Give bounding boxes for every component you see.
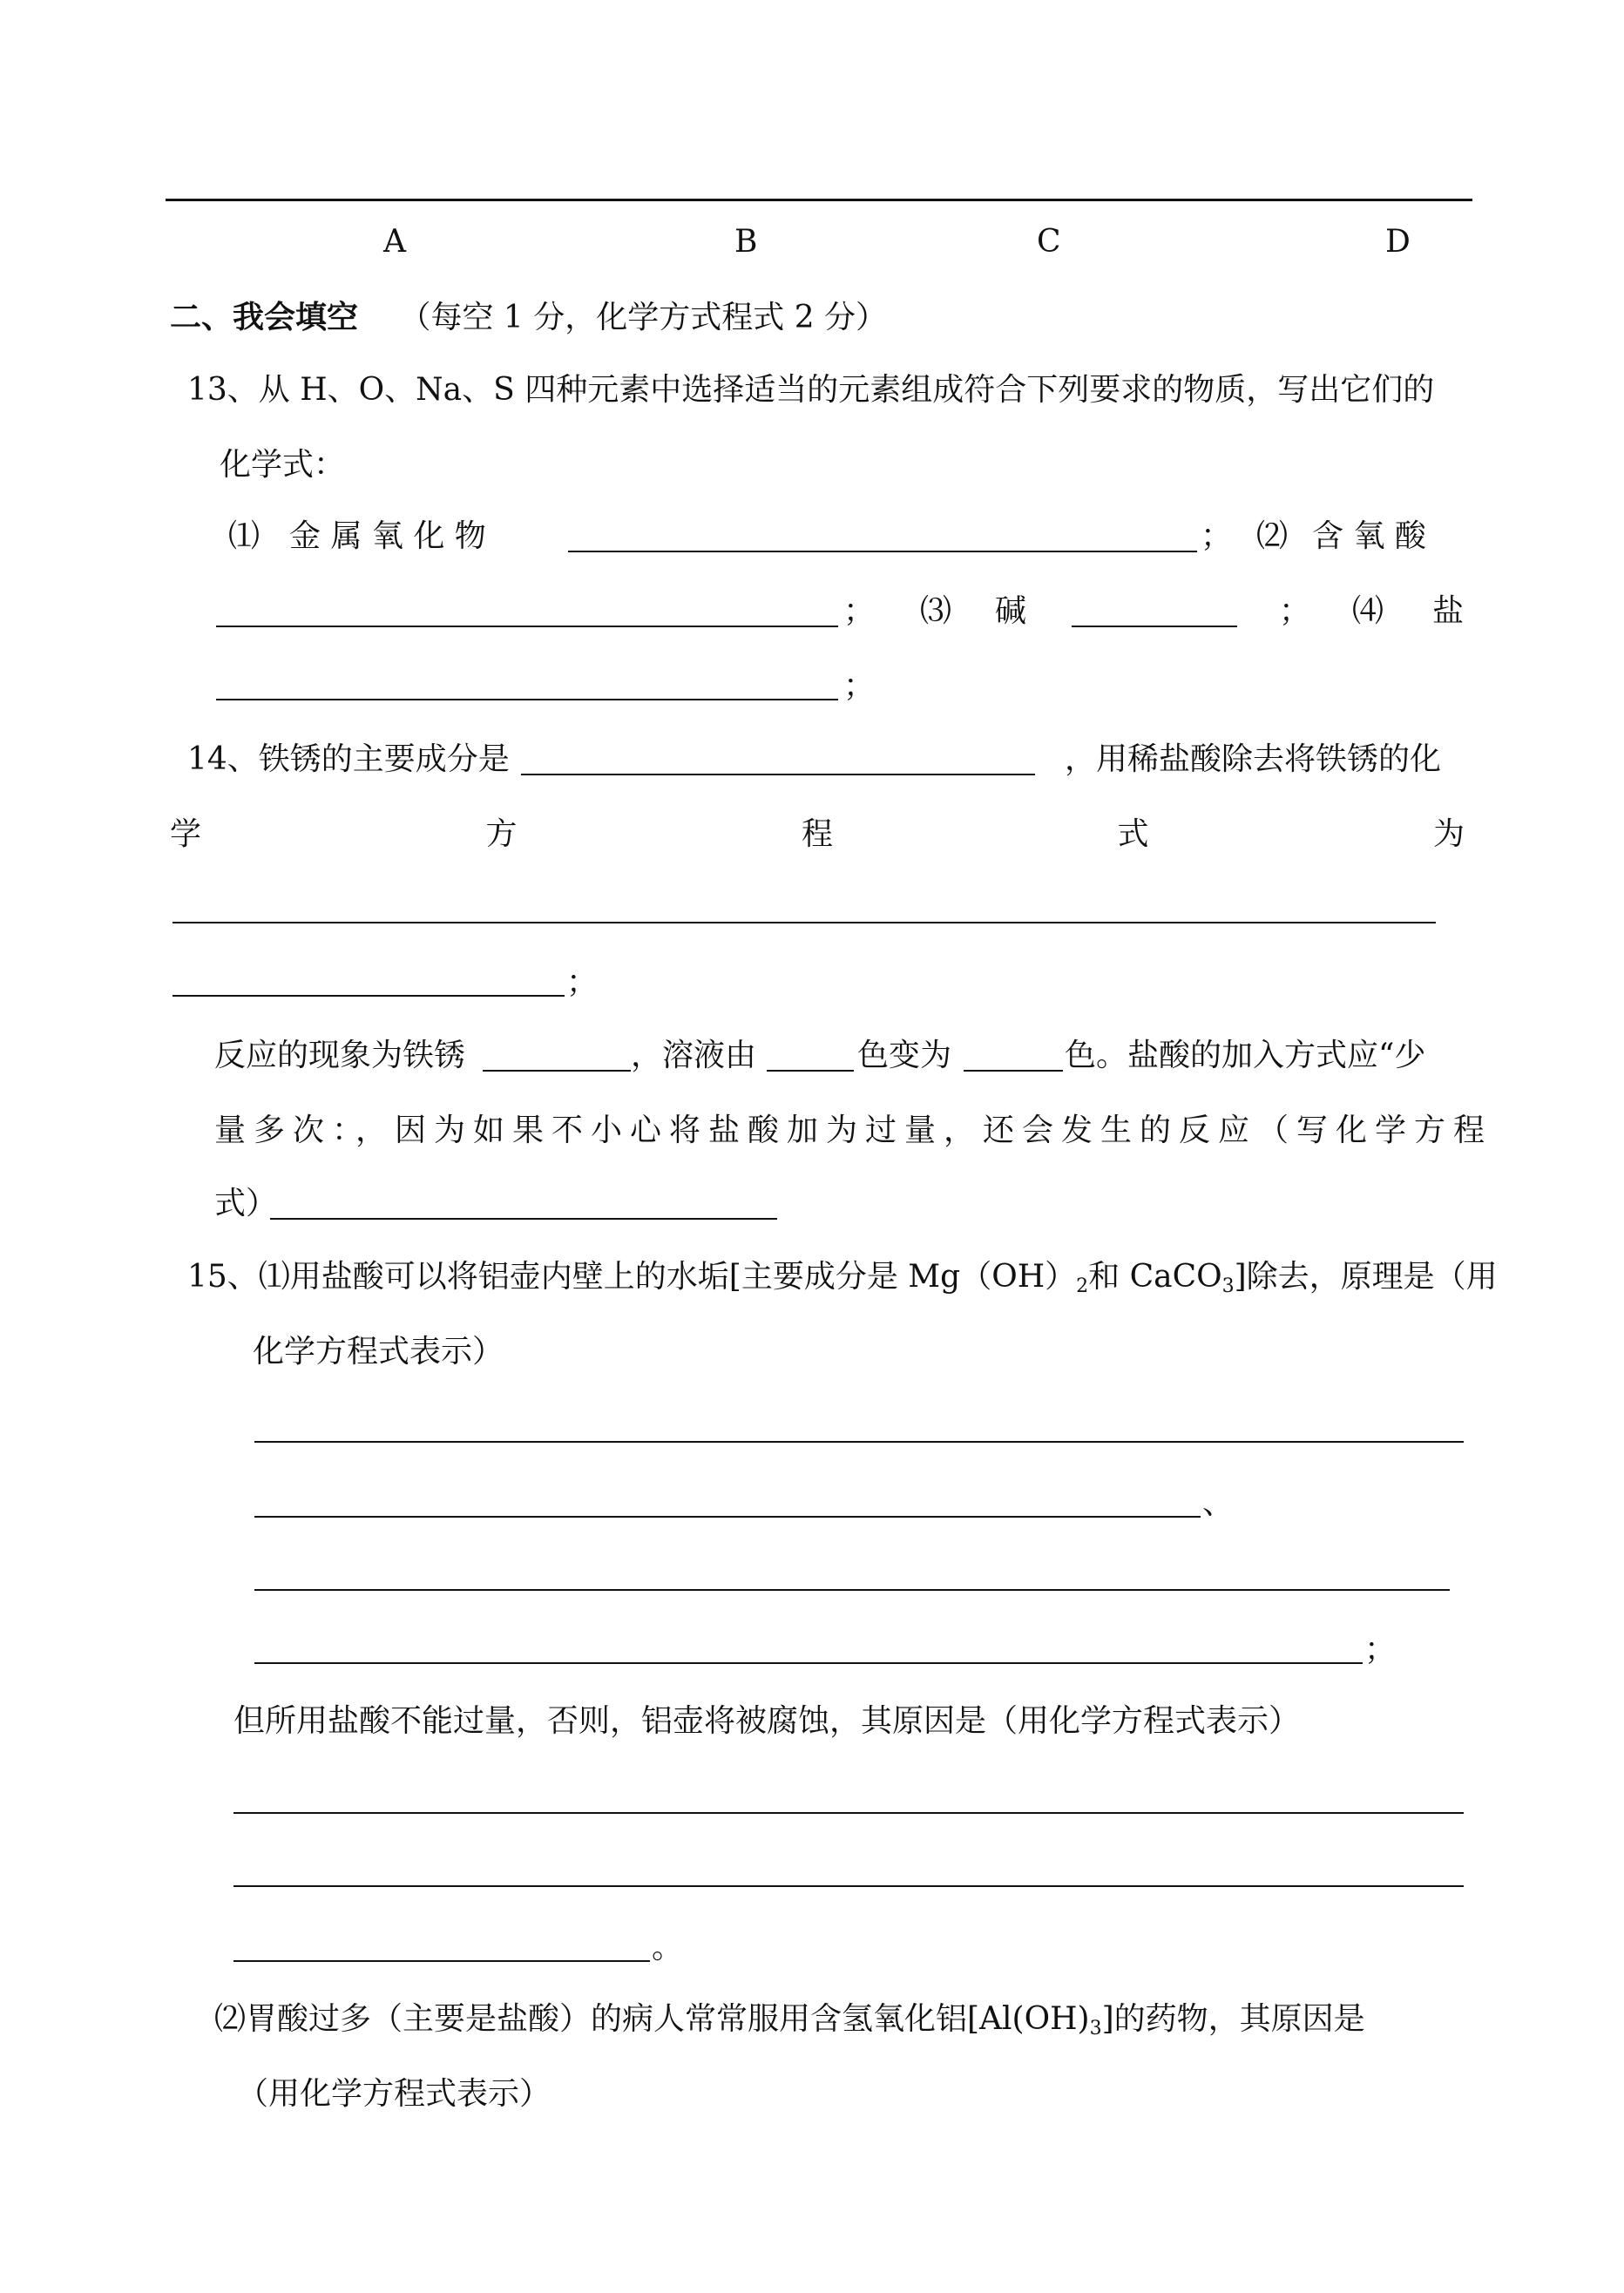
q14-spread-line <box>170 815 1465 854</box>
q15-equation-blank-1[interactable] <box>254 1441 1464 1443</box>
q13-item4-semicolon: ； <box>843 668 876 704</box>
q15-part2-stem-b: ]的药物，其原因是 <box>1101 2001 1365 2037</box>
q15-corrosion-prompt: 但所用盐酸不能过量，否则，铝壶将被腐蚀，其原因是（用化学方程式表示） <box>233 1703 1301 1739</box>
q13-item3-number: ⑶ <box>920 593 952 629</box>
option-a-label: A <box>383 224 406 260</box>
q13-item4-label: 盐 <box>1432 593 1465 629</box>
q13-item3-semicolon: ； <box>1279 593 1311 629</box>
q13-item1-semicolon: ； <box>1201 518 1233 554</box>
q14-spread-char: 方 <box>485 816 518 852</box>
q14-excess-reaction-text: 量多次：，因为如果不小心将盐酸加为过量，还会发生的反应（写化学方程 <box>214 1113 1493 1148</box>
q15-part1-stem-c: ]除去，原理是（用 <box>1234 1259 1498 1295</box>
q14-stem: 14、铁锈的主要成分是 <box>187 741 510 777</box>
q15-corrosion-blank-3[interactable] <box>233 1960 650 1962</box>
q13-item1-answer-blank[interactable] <box>568 551 1197 552</box>
q13-stem-line2: 化学式： <box>220 447 346 483</box>
q14-solution-label: ，溶液由 <box>631 1038 757 1073</box>
q14-stem-continued: ，用稀盐酸除去将铁锈的化 <box>1065 741 1442 777</box>
q14-equation-blank-2[interactable] <box>173 995 565 997</box>
q14-phenomenon-label: 反应的现象为铁锈 <box>214 1038 466 1073</box>
q14-color-to-blank[interactable] <box>964 1070 1063 1072</box>
q15-corrosion-blank-2[interactable] <box>233 1885 1464 1887</box>
q13-item4-number: ⑷ <box>1352 593 1384 629</box>
q15-part2-stem <box>214 2000 1365 2048</box>
section-heading <box>170 298 887 337</box>
q13-item2-semicolon: ； <box>843 593 876 629</box>
q15-part2-stem-line2: （用化学方程式表示） <box>237 2076 551 2112</box>
q14-equation-suffix: 式） <box>214 1186 278 1221</box>
top-divider <box>166 199 1472 201</box>
q13-item2-number: ⑵ <box>1256 518 1289 554</box>
q14-rust-answer-blank[interactable] <box>521 774 1035 775</box>
q15-corrosion-blank-1[interactable] <box>233 1812 1464 1814</box>
option-c-label: C <box>1037 224 1061 260</box>
option-d-label: D <box>1385 224 1411 260</box>
q14-spread-char: 程 <box>801 816 833 852</box>
q15-part1-stem-line2: 化学方程式表示） <box>253 1334 504 1370</box>
q14-equation-blank-1[interactable] <box>173 922 1436 923</box>
q15-equation-semicolon: ； <box>1364 1632 1397 1667</box>
section-scoring: （每空 1 分，化学方式程式 2 分） <box>399 300 888 335</box>
q15-equation-blank-3[interactable] <box>254 1589 1450 1591</box>
q15-aloh3-subscript: 3 <box>1089 2018 1102 2039</box>
q14-equation-semicolon: ； <box>566 964 599 1000</box>
q14-phenomenon-blank[interactable] <box>483 1070 631 1072</box>
q13-stem: 13、从 H、O、Na、S 四种元素中选择适当的元素组成符合下列要求的物质，写出它们的 <box>187 372 1435 408</box>
q14-color-from-blank[interactable] <box>767 1070 854 1072</box>
q15-mgoh2-subscript: 2 <box>1076 1275 1089 1297</box>
q15-part1-stem-a: 15、⑴用盐酸可以将铝壶内壁上的水垢[主要成分是 Mg（OH） <box>187 1259 1077 1295</box>
q13-item2-answer-blank[interactable] <box>216 626 838 627</box>
option-b-label: B <box>734 224 758 260</box>
q15-equation-separator: 、 <box>1202 1485 1235 1521</box>
q15-part1-stem-b: 和 CaCO <box>1088 1259 1222 1295</box>
q15-caco3-subscript: 3 <box>1221 1275 1235 1297</box>
section-title: 二、我会填空 <box>170 299 359 335</box>
q15-part2-stem-a: ⑵胃酸过多（主要是盐酸）的病人常常服用含氢氧化铝[Al(OH) <box>214 2001 1090 2037</box>
q15-part1-stem <box>187 1258 1498 1306</box>
q13-item3-label: 碱 <box>995 593 1027 629</box>
q14-addition-method: 色。盐酸的加入方式应“少 <box>1065 1038 1426 1073</box>
q13-item3-answer-blank[interactable] <box>1072 626 1237 627</box>
q15-equation-blank-2[interactable] <box>254 1516 1201 1518</box>
q14-color-change-label: 色变为 <box>857 1038 952 1073</box>
q15-corrosion-period: 。 <box>652 1930 684 1965</box>
q14-spread-char: 为 <box>1432 816 1465 852</box>
q14-spread-char: 学 <box>170 816 202 852</box>
q15-equation-blank-4[interactable] <box>254 1662 1363 1664</box>
q13-item2-label: 含 氧 酸 <box>1312 518 1426 554</box>
q14-spread-char: 式 <box>1117 816 1149 852</box>
q13-item1-number: ⑴ <box>228 518 261 554</box>
q13-item1-label: 金 属 氧 化 物 <box>289 518 486 554</box>
q13-item4-answer-blank[interactable] <box>216 699 838 700</box>
q14-excess-equation-blank[interactable] <box>270 1218 777 1220</box>
